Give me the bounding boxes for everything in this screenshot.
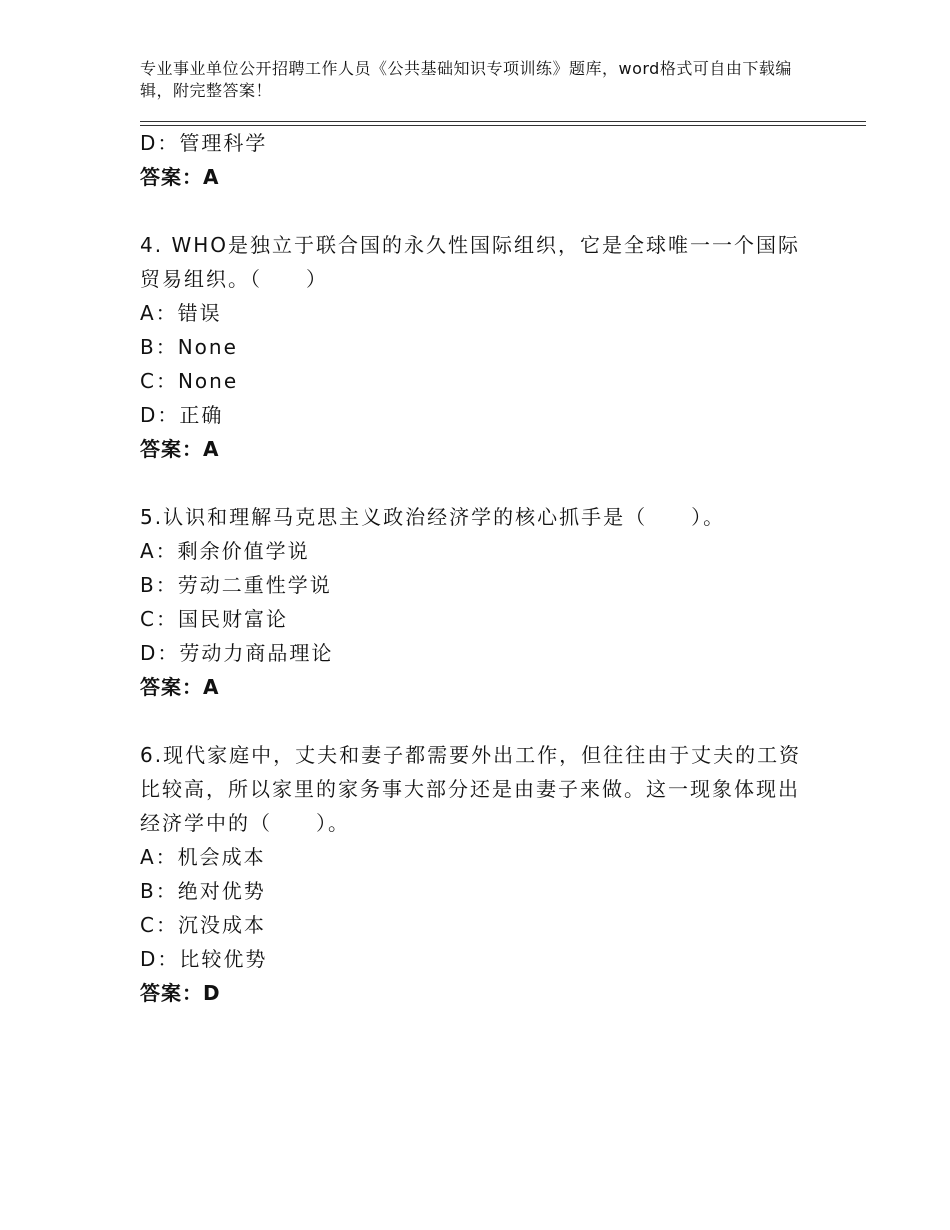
answer: 答案：A xyxy=(140,675,220,699)
header-rule-top xyxy=(140,121,866,122)
question-list xyxy=(140,126,820,1010)
option-d: D：比较优势 xyxy=(140,947,268,971)
question-block-6 xyxy=(140,738,820,1010)
question-block-5 xyxy=(140,500,820,704)
option-c: C：沉没成本 xyxy=(140,913,266,937)
option-d: D：正确 xyxy=(140,403,224,427)
option-b: B：None xyxy=(140,335,238,359)
option-c: C：None xyxy=(140,369,239,393)
option-a: A：错误 xyxy=(140,301,222,325)
header-text: 专业事业单位公开招聘工作人员《公共基础知识专项训练》题库，word格式可自由下载编辑，附完整答案！ xyxy=(140,59,792,100)
option-d: D：劳动力商品理论 xyxy=(140,641,334,665)
option-b: B：绝对优势 xyxy=(140,879,266,903)
answer: 答案：D xyxy=(140,981,221,1005)
question-text: 4. WHO是独立于联合国的永久性国际组织，它是全球唯一一个国际贸易组织。（ ） xyxy=(140,233,800,291)
option-b: B：劳动二重性学说 xyxy=(140,573,332,597)
question-text: 6.现代家庭中，丈夫和妻子都需要外出工作，但往往由于丈夫的工资比较高，所以家里的家务事大部分还是由妻子来做。这一现象体现出经济学中的（ ）。 xyxy=(140,743,802,835)
option-c: C：国民财富论 xyxy=(140,607,288,631)
option-a: A：机会成本 xyxy=(140,845,266,869)
question-text: 5.认识和理解马克思主义政治经济学的核心抓手是（ ）。 xyxy=(140,505,726,529)
option-d: D：管理科学 xyxy=(140,131,268,155)
question-block-4 xyxy=(140,228,820,466)
option-a: A：剩余价值学说 xyxy=(140,539,310,563)
answer: 答案：A xyxy=(140,437,220,461)
answer: 答案：A xyxy=(140,165,220,189)
question-block-3 xyxy=(140,126,820,194)
page-header xyxy=(140,58,820,102)
